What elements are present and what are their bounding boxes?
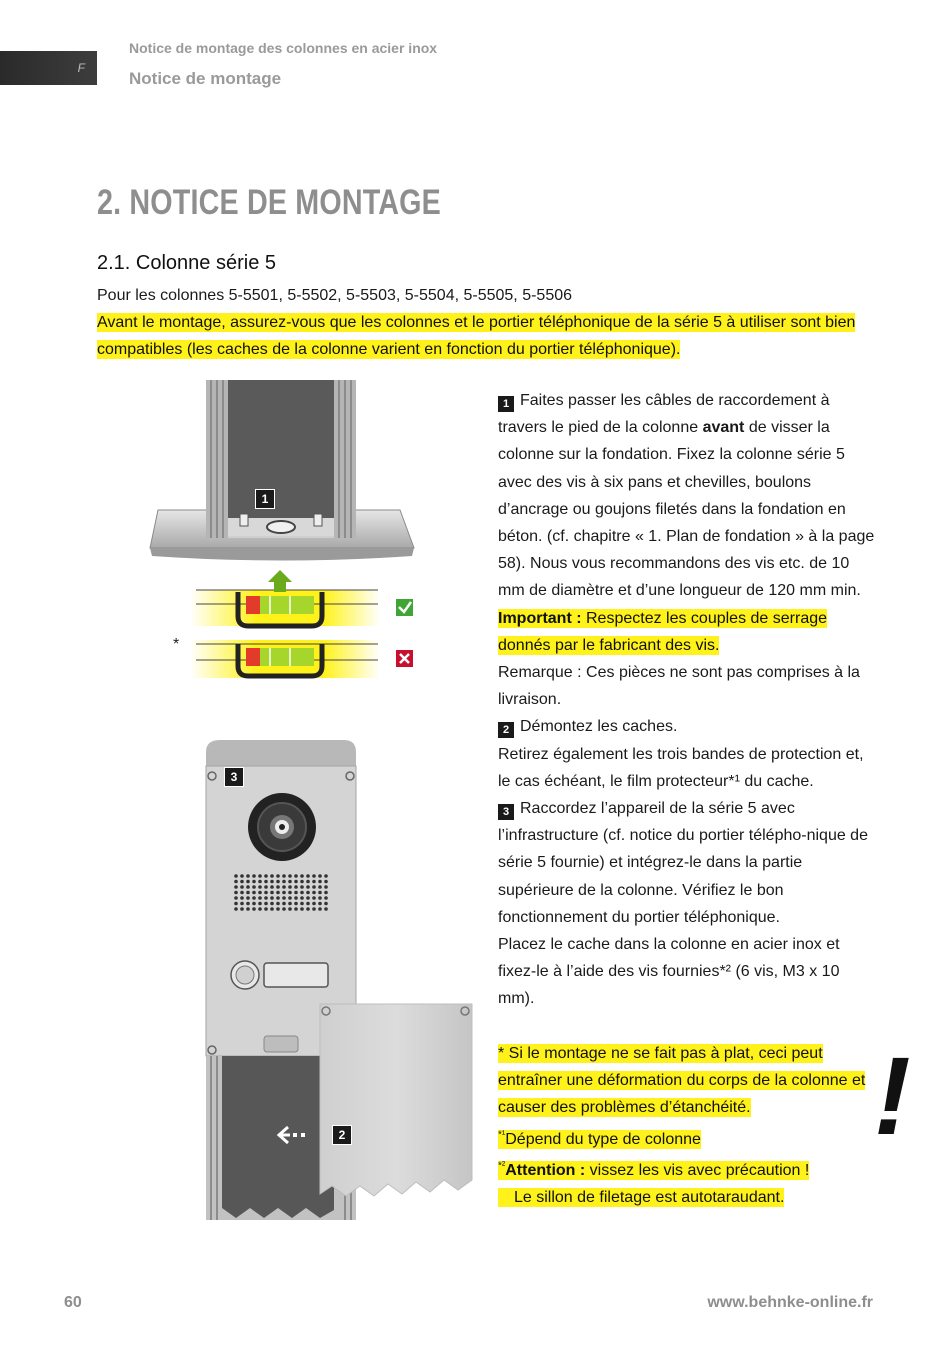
header-document-title: Notice de montage des colonnes en acier inox xyxy=(129,40,438,56)
step-3-detail: Placez le cache dans la colonne en acier inox et fixez-le à l’aide des vis fournies*² (6 vis, M3 x 10 mm). xyxy=(498,936,840,1008)
figure-step-2-badge: 2 xyxy=(332,1125,352,1145)
step-2-detail: Retirez également les trois bandes de protection et, le cas échéant, le film protecteur*¹ du cache. xyxy=(498,745,864,790)
check-icon xyxy=(396,599,413,616)
cross-icon xyxy=(396,650,413,667)
level-indicator-bad xyxy=(190,640,380,678)
camera-lens-icon xyxy=(248,793,316,861)
intro-compatibility-note: Avant le montage, assurez-vous que les colonnes et le portier téléphonique de la série 5 à utiliser sont bien compatibles (les caches de la colonne varient en fonction du portier téléphonique). xyxy=(97,314,856,358)
step-3-paragraph: 3 Raccordez l’appareil de la série 5 avec l’infrastructure (cf. notice du portier télépho-nique de série 5 fournie) et intégrez-le dans la partie supérieure de la colonne. Vérifiez le bon fonctionnement du portier téléphonique. xyxy=(498,800,868,926)
door-station-figure xyxy=(206,740,472,1220)
header-section-title: Notice de montage xyxy=(129,69,282,88)
note-flatness: * Si le montage ne se fait pas à plat, ceci peut entraîner une déformation du corps de la colonne et causer des problèmes d’étanchéité. xyxy=(498,1044,866,1117)
step-2-paragraph: 2 Démontez les caches. xyxy=(498,713,878,740)
step-3-number: 3 xyxy=(498,804,514,820)
note-attention: $^{*^2}$Attention : vissez les vis avec précaution ! xyxy=(498,1160,810,1180)
warning-exclamation-icon: ! xyxy=(874,1035,911,1158)
note-column-type: $^{*^1}$Dépend du type de colonne xyxy=(498,1129,701,1148)
column-foot-figure xyxy=(150,380,414,561)
figure-asterisk: * xyxy=(173,636,180,653)
section-subtitle: 2.1. Colonne série 5 xyxy=(97,252,277,274)
step-2-number: 2 xyxy=(498,722,514,738)
figure-step-1-badge: 1 xyxy=(255,489,275,509)
level-indicator-ok xyxy=(190,570,380,626)
language-tab: F xyxy=(0,51,97,85)
step-1-number: 1 xyxy=(498,396,514,412)
important-note: Important : Respectez les couples de serrage donnés par le fabricant des vis. xyxy=(498,609,828,654)
call-button-icon xyxy=(231,961,328,989)
intro-models: Pour les colonnes 5-5501, 5-5502, 5-5503, 5-5504, 5-5505, 5-5506 xyxy=(97,287,573,304)
page-title: 2. NOTICE DE MONTAGE xyxy=(97,183,441,222)
step-1-paragraph: 1 Faites passer les câbles de raccordement à travers le pied de la colonne avant de visser la colonne sur la fondation. Fixez la colonne série 5 avec des vis à six pans et chevilles, boulons d’ancrage ou goujons filetés dans la fondation en béton. (cf. chapitre « 1. Plan de fondation » à la page 58). Nous vous recommandons des vis etc. de 10 mm de diamètre et d’une longueur de 120 mm min. xyxy=(498,392,875,600)
instructions-column xyxy=(498,387,878,1212)
note-thread: Le sillon de filetage est autotaraudant. xyxy=(498,1184,878,1211)
figure-step-3-badge: 3 xyxy=(224,767,244,787)
website-link[interactable]: www.behnke-online.fr xyxy=(707,1294,873,1311)
page-number: 60 xyxy=(64,1294,82,1311)
remark-paragraph: Remarque : Ces pièces ne sont pas comprises à la livraison. xyxy=(498,664,860,709)
